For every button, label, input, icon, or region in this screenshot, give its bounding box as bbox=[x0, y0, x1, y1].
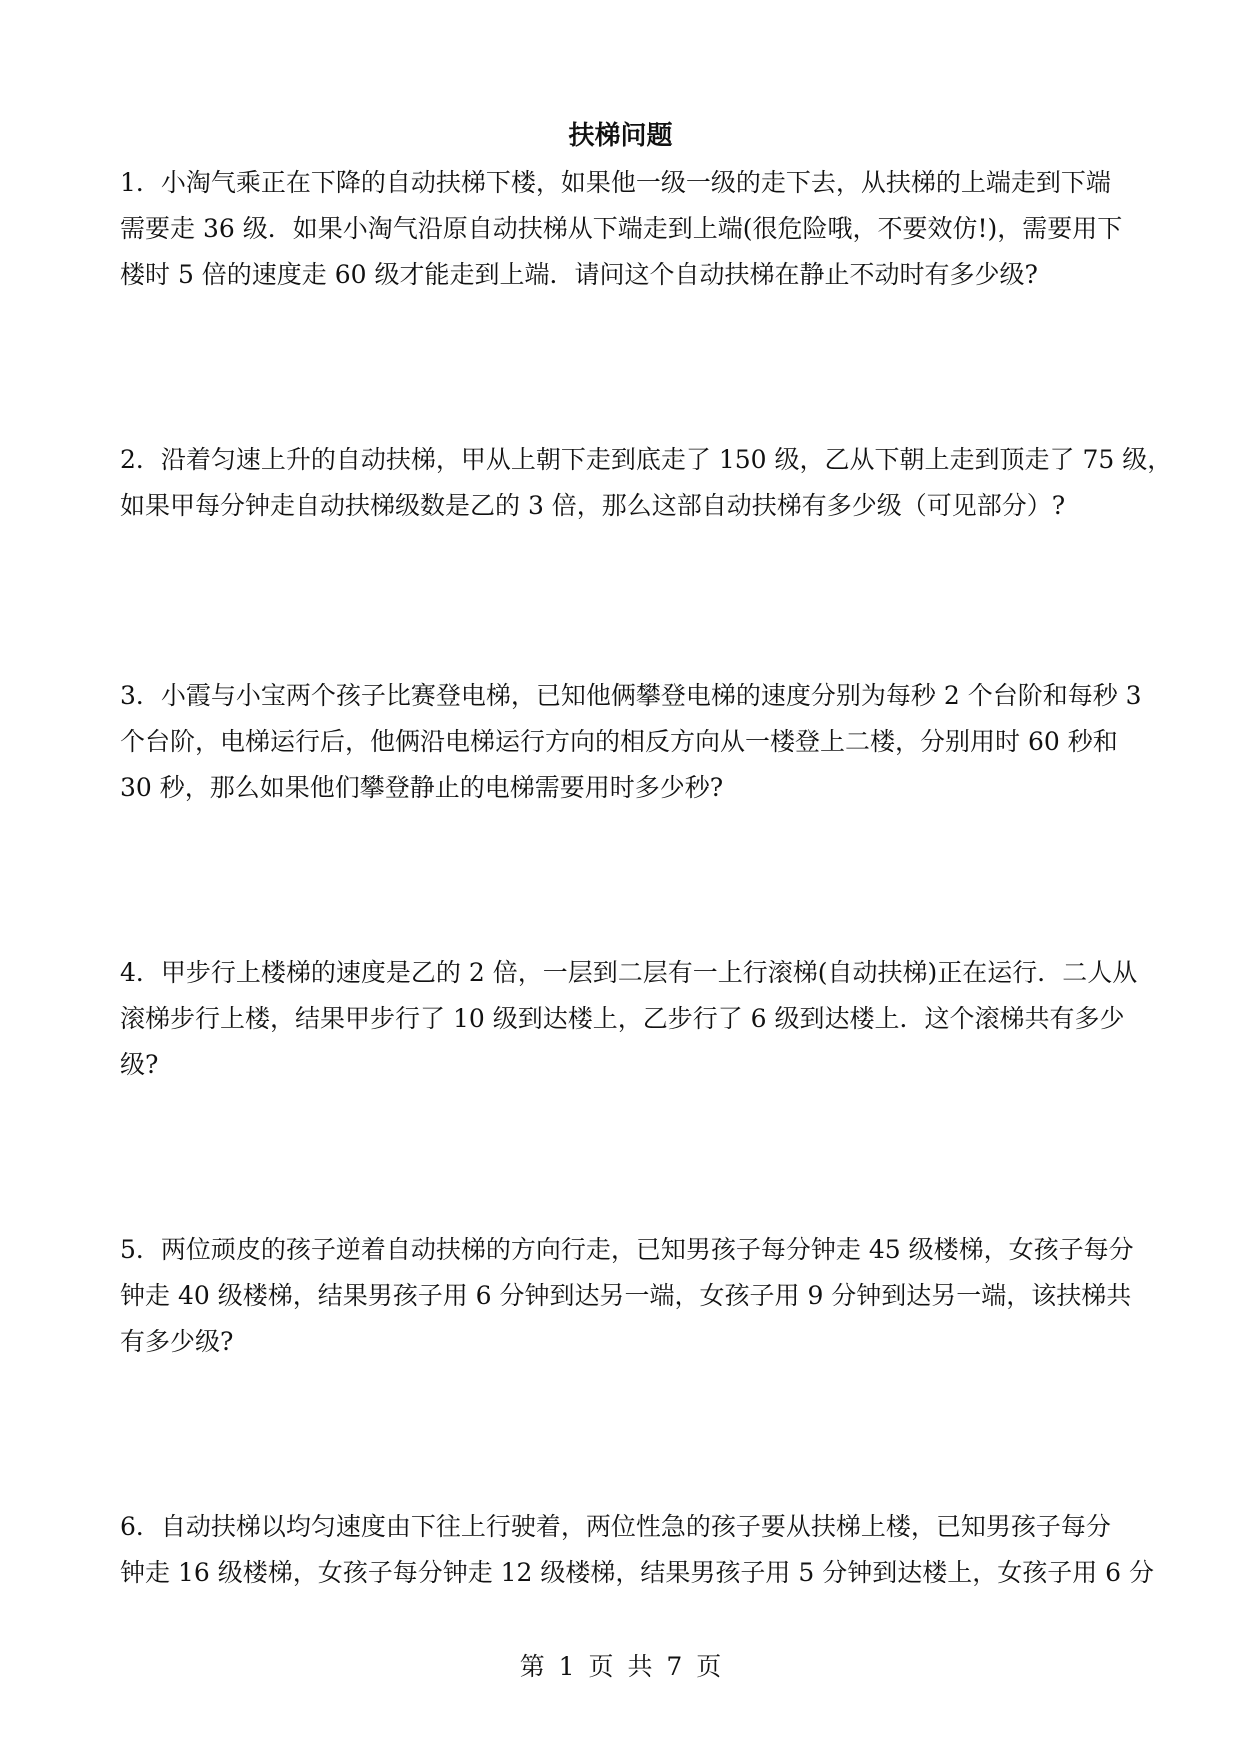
question-6-line-1: 6．自动扶梯以均匀速度由下往上行驶着，两位性急的孩子要从扶梯上楼，已知男孩子每分 bbox=[120, 1512, 1111, 1541]
question-3-line-1: 3．小霞与小宝两个孩子比赛登电梯，已知他俩攀登电梯的速度分别为每秒 2 个台阶和每秒 3 bbox=[120, 681, 1142, 710]
question-2 bbox=[120, 437, 1173, 529]
question-4-line-1: 4．甲步行上楼梯的速度是乙的 2 倍，一层到二层有一上行滚梯(自动扶梯)正在运行．二人从 bbox=[120, 958, 1138, 987]
question-2-line-1: 2．沿着匀速上升的自动扶梯，甲从上朝下走到底走了 150 级，乙从下朝上走到顶走了 75 级， bbox=[120, 445, 1173, 474]
question-6-line-2: 钟走 16 级楼梯，女孩子每分钟走 12 级楼梯，结果男孩子用 5 分钟到达楼上，女孩子用 6 分 bbox=[120, 1558, 1155, 1587]
question-5-line-3: 有多少级? bbox=[120, 1327, 234, 1356]
question-4-line-2: 滚梯步行上楼，结果甲步行了 10 级到达楼上，乙步行了 6 级到达楼上．这个滚梯共有多少 bbox=[120, 1004, 1125, 1033]
question-3 bbox=[120, 673, 1142, 811]
page-footer: 第 1 页 共 7 页 bbox=[519, 1652, 722, 1681]
question-5 bbox=[120, 1227, 1134, 1365]
question-1-line-2: 需要走 36 级．如果小淘气沿原自动扶梯从下端走到上端(很危险哦，不要效仿!)，需要用下 bbox=[120, 214, 1123, 243]
question-5-line-2: 钟走 40 级楼梯，结果男孩子用 6 分钟到达另一端，女孩子用 9 分钟到达另一端，该扶梯共 bbox=[120, 1281, 1132, 1310]
question-2-line-2: 如果甲每分钟走自动扶梯级数是乙的 3 倍，那么这部自动扶梯有多少级（可见部分）? bbox=[120, 491, 1066, 520]
page-title: 扶梯问题 bbox=[568, 121, 673, 151]
question-4 bbox=[120, 950, 1138, 1088]
question-4-line-3: 级? bbox=[120, 1050, 159, 1079]
question-5-line-1: 5．两位顽皮的孩子逆着自动扶梯的方向行走，已知男孩子每分钟走 45 级楼梯，女孩子每分 bbox=[120, 1235, 1134, 1264]
question-1 bbox=[120, 160, 1130, 298]
question-1-line-1: 1．小淘气乘正在下降的自动扶梯下楼，如果他一级一级的走下去，从扶梯的上端走到下端 bbox=[120, 168, 1111, 197]
question-1-line-3: 楼时 5 倍的速度走 60 级才能走到上端．请问这个自动扶梯在静止不动时有多少级? bbox=[120, 260, 1038, 289]
question-6 bbox=[120, 1504, 1155, 1596]
question-3-line-2: 个台阶，电梯运行后，他俩沿电梯运行方向的相反方向从一楼登上二楼，分别用时 60 秒和 bbox=[120, 727, 1118, 756]
question-3-line-3: 30 秒，那么如果他们攀登静止的电梯需要用时多少秒? bbox=[120, 773, 724, 802]
